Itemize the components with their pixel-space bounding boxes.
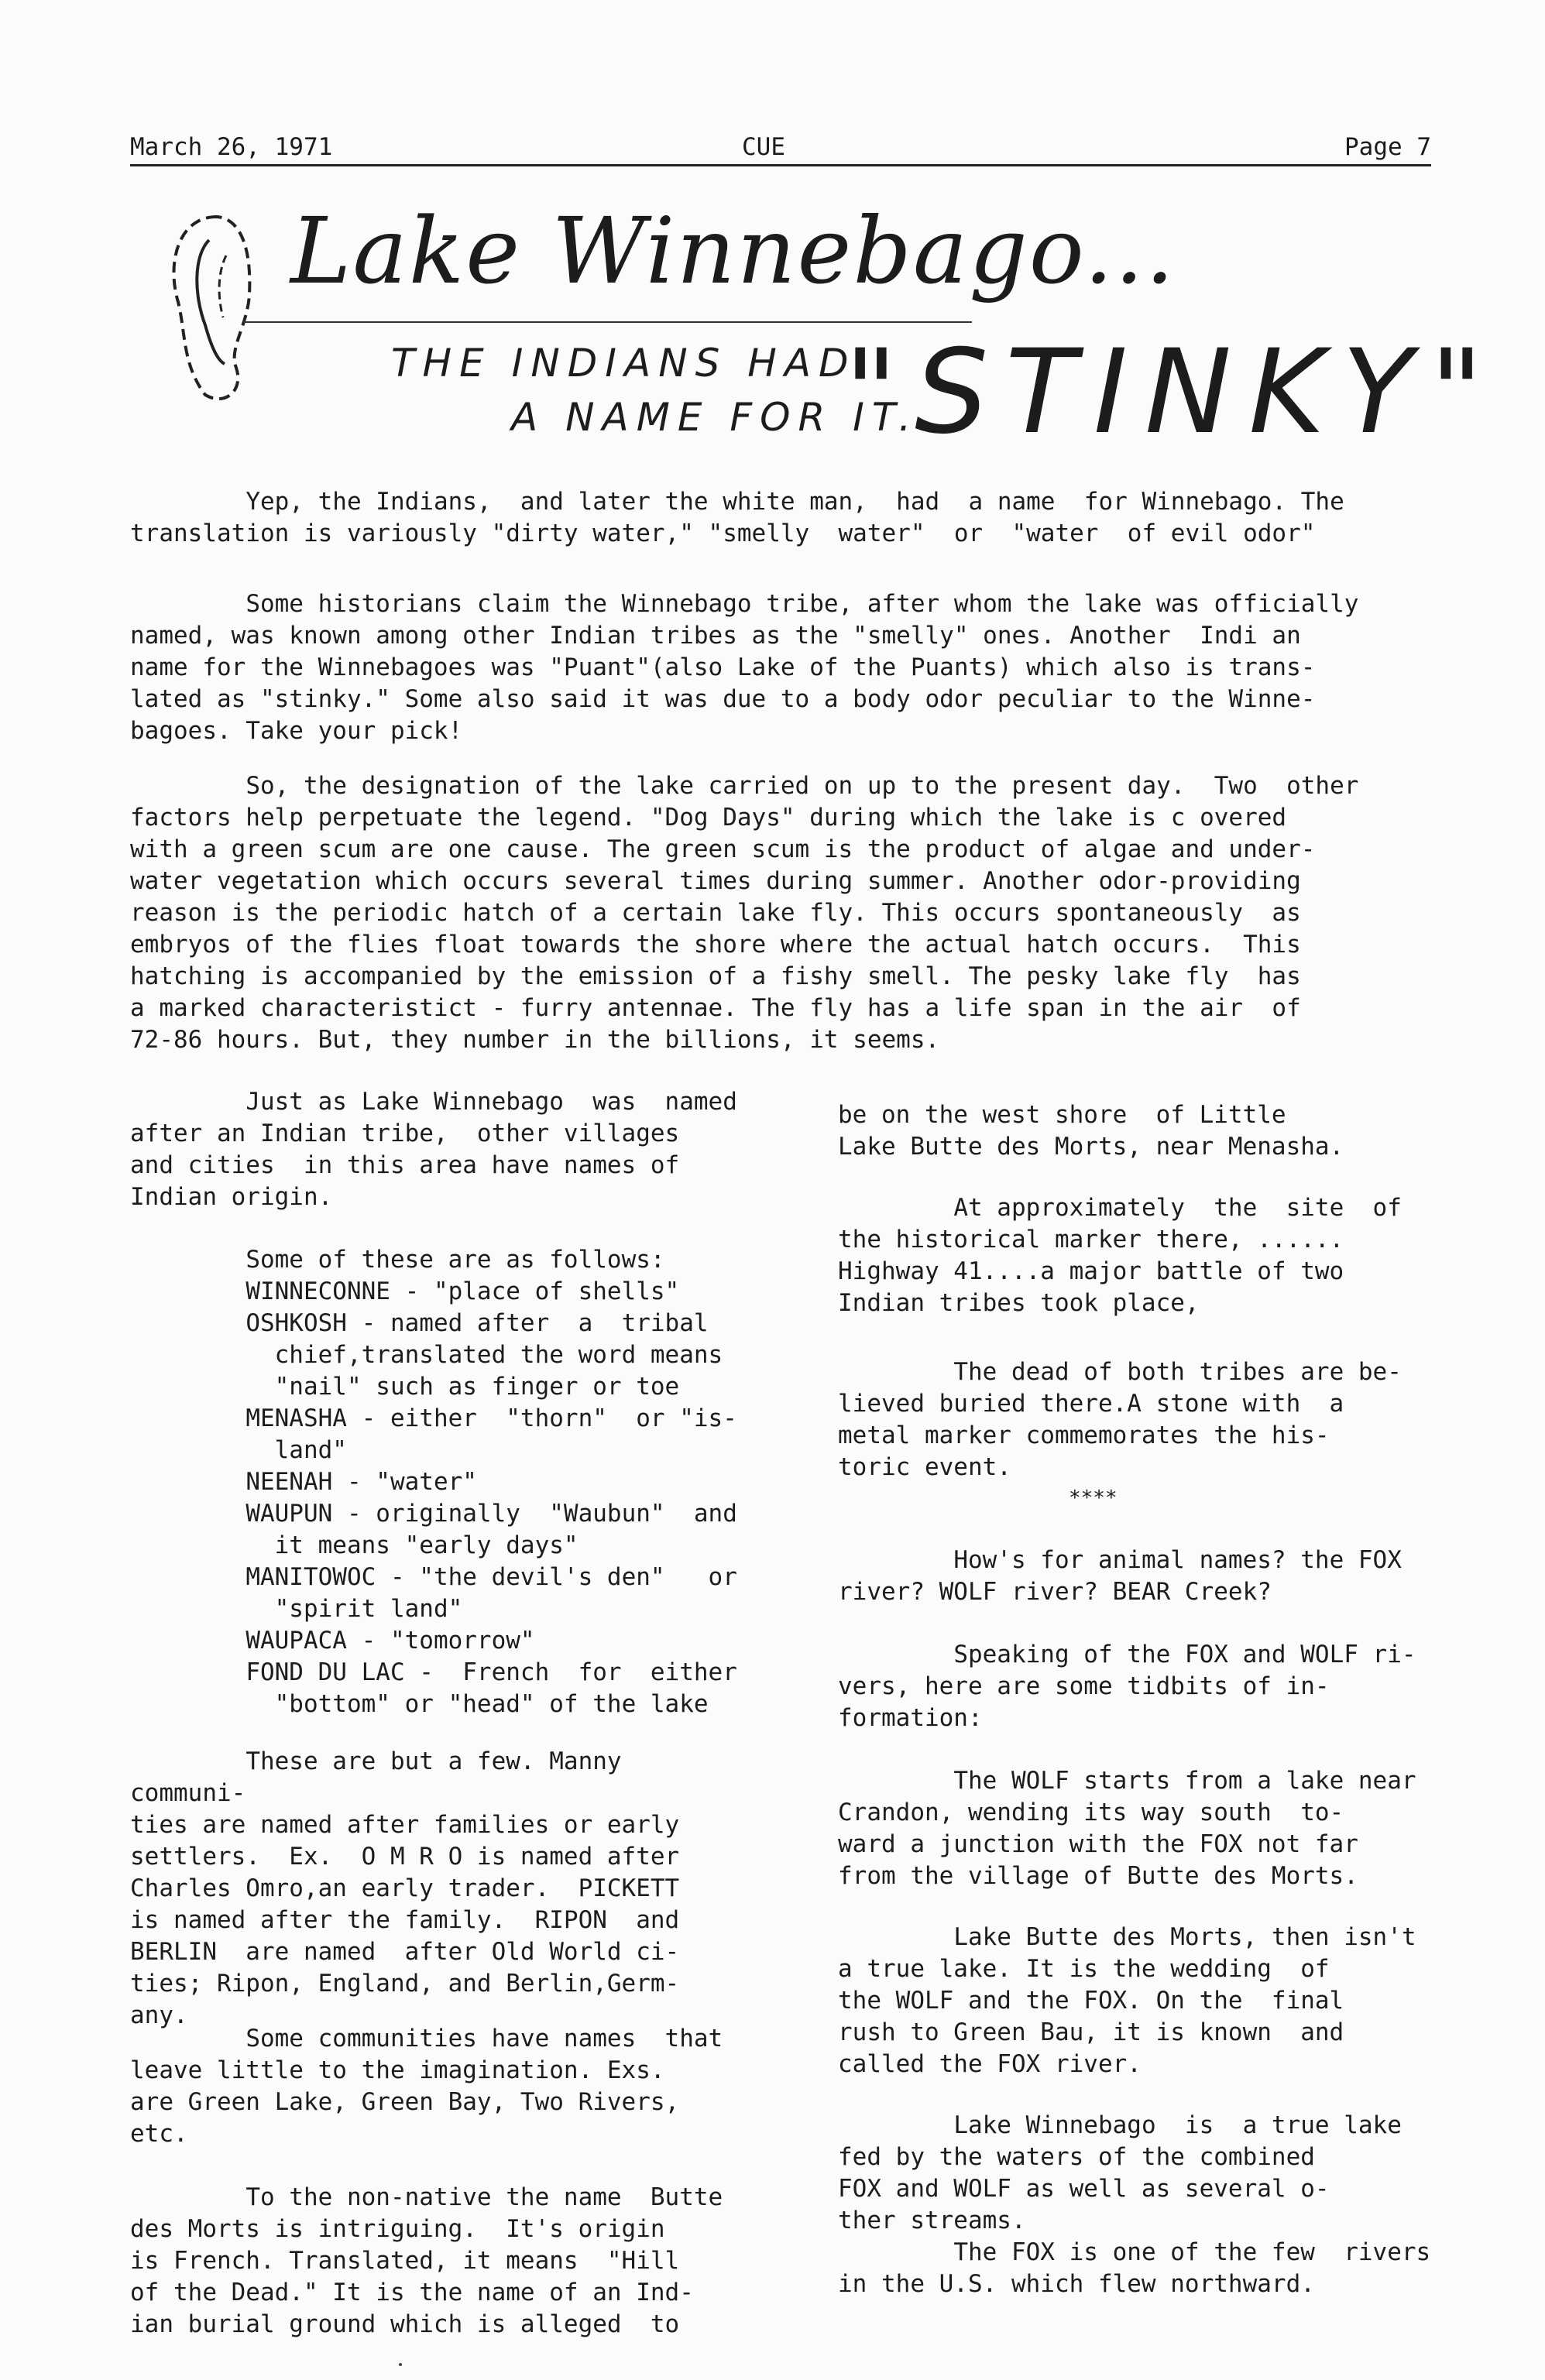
intro-paragraph-3: So, the designation of the lake carried on up to the present day. Two other factors help perpetuate the legend. "Dog Days" during which the lake is c overed with a green scum are one cause. The green scum is the product of algae and under- water vegetation which occurs several times during summer. Another odor-providing reason is the periodic hatch of a certain lake fly. This occurs spontaneously as embryos of the flies float towards the shore where the actual hatch occurs. This hatching is accompanied by the emission of a fishy smell. The pesky lake fly has a marked characteristict - furry antennae. The fly has a life span in the air of 72-86 hours. But, they number in the billions, it seems. (130, 772, 1359, 1054)
header-date: March 26, 1971 (130, 133, 333, 161)
right-paragraph-5: Speaking of the FOX and WOLF ri- vers, here are some tidbits of in- formation: (838, 1641, 1416, 1732)
intro-paragraph-2: Some historians claim the Winnebago tribe, after whom the lake was officially named, was known among other Indian tribes as the "smelly" ones. Another Indi an name for the Winnebagoes was "Puant"(also Lake of the Puants) which also is trans- lated as "stinky." Some also said it was due to a body odor peculiar to the Winne- bagoes. Take your pick! (130, 590, 1359, 745)
intro-paragraph-1: Yep, the Indians, and later the white man, had a name for Winnebago. The translation is variously "dirty water," "smelly water" or "water of evil odor" (130, 488, 1344, 547)
left-paragraph-3: These are but a few. Manny communi- ties are named after families or early settlers. Ex. O M R O is named after Charles Omro,an early trader. PICKETT is named after the family. RIPON and BERLIN are named after Old World ci- ties; Ripon, England, and Berlin,Germ- any. (130, 1747, 680, 2029)
section-separator: **** (1069, 1487, 1118, 1510)
left-paragraph-4: Some communities have names that leave little to the imagination. Exs. are Green Lake, Green Bay, Two Rivers, etc. (130, 2025, 723, 2148)
ear-icon (163, 209, 263, 410)
header-page-number: Page 7 (1344, 133, 1431, 161)
title-artwork (163, 194, 1501, 472)
title-lake-winnebago: Lake Winnebago... (290, 197, 1176, 304)
right-paragraph-2: At approximately the site of the historical marker there, ...... Highway 41....a major battle of two Indian tribes took place, (838, 1194, 1402, 1317)
left-paragraph-5: To the non-native the name Butte des Morts is intriguing. It's origin is French. Translated, it means "Hill of the Dead." It is the name of an Ind- ian burial ground which is alleged to (130, 2183, 723, 2338)
right-paragraph-4: How's for animal names? the FOX river? WOLF river? BEAR Creek? (838, 1546, 1402, 1606)
right-paragraph-8: Lake Winnebago is a true lake fed by the waters of the combined FOX and WOLF as well as several o- ther streams. The FOX is one of the few rivers in the U.S. which flew northward. (838, 2111, 1431, 2298)
title-subline-2: A NAME FOR IT... (511, 395, 960, 440)
right-paragraph-7: Lake Butte des Morts, then isn't a true lake. It is the wedding of the WOLF and the FOX. On the final rush to Green Bau, it is known and called the FOX river. (838, 1923, 1416, 2078)
page-header (130, 130, 1431, 166)
right-paragraph-3: The dead of both tribes are be- lieved buried there.A stone with a metal marker commemorates the his- toric event. (838, 1358, 1402, 1481)
footer-mark (399, 2363, 402, 2366)
left-paragraph-1: Just as Lake Winnebago was named after an Indian tribe, other villages and cities in this area have names of Indian origin. (130, 1088, 737, 1211)
right-paragraph-1: be on the west shore of Little Lake Butte des Morts, near Menasha. (838, 1101, 1344, 1161)
title-rule (244, 321, 972, 323)
title-stinky: "STINKY" (844, 325, 1501, 460)
left-place-names-list: Some of these are as follows: WINNECONNE - "place of shells" OSHKOSH - named after a tribal chief,translated the word means "nail" such as finger or toe MENASHA - either "thorn" or "is- land" NEENAH - "water" WAUPUN - originally "Waubun" and it means "early days" MANITOWOC - "the devil's den" or "spirit land" WAUPACA - "tomorrow" FOND DU LAC - French for either "bottom" or "head" of the lake (245, 1246, 737, 1718)
header-publication: CUE (742, 133, 785, 161)
right-paragraph-6: The WOLF starts from a lake near Crandon, wending its way south to- ward a junction with the FOX not far from the village of Butte des Morts. (838, 1767, 1416, 1890)
title-subline-1: THE INDIANS HAD (391, 341, 857, 386)
